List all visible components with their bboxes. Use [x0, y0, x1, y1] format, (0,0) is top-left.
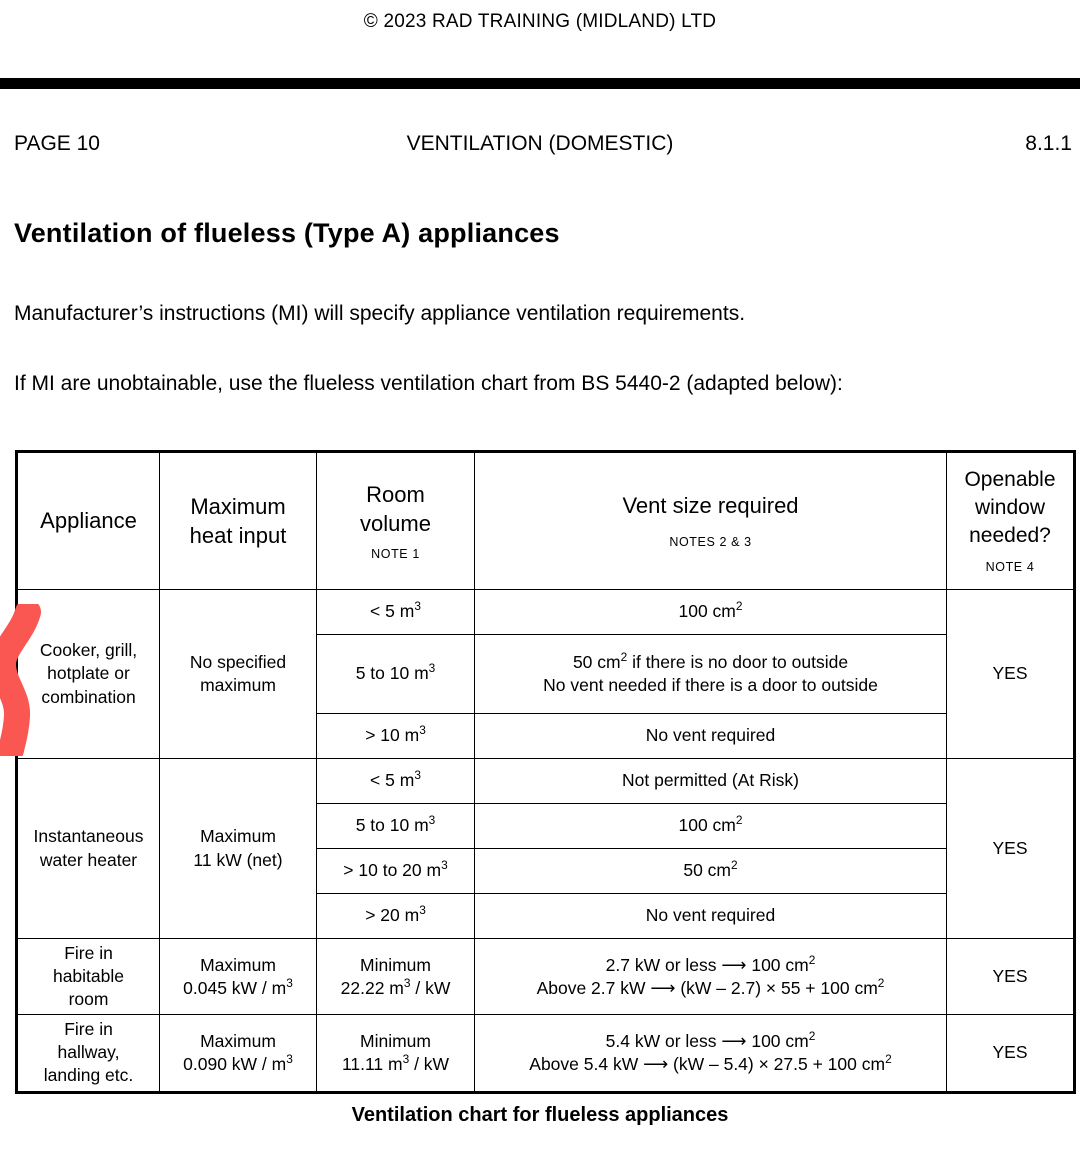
paragraph-bs-reference: If MI are unobtainable, use the flueless ventilation chart from BS 5440-2 (adapted below):: [14, 372, 843, 395]
column-header-heat-input: [160, 452, 317, 590]
appliance-line1: Fire in: [64, 943, 113, 963]
formula-line2: Above 2.7 kW ⟶ (kW – 2.7) × 55 + 100 $cm^2$: [536, 975, 885, 998]
cell-vent-size: [475, 590, 947, 635]
appliance-line2: habitable: [52, 966, 125, 987]
appliance-line2: hallway,: [57, 1042, 120, 1063]
cell-room-volume: [317, 894, 475, 939]
vent-line1: 50 $cm^2$ if there is no door to outside: [572, 650, 849, 672]
cell-openable-window-fire-hallway: YES: [947, 1015, 1075, 1092]
cell-appliance-water-heater: [17, 759, 160, 939]
vent-line2: No vent needed if there is a door to outside: [543, 675, 878, 695]
cell-appliance-fire-hallway: [17, 1015, 160, 1092]
appliance-line1: Fire in: [64, 1019, 113, 1040]
page-title: Ventilation of flueless (Type A) appliances: [14, 218, 560, 248]
heat-line1: Maximum: [200, 1030, 276, 1051]
vent-line1: 50 $cm^2$: [683, 858, 738, 881]
volume-line1: Minimum: [360, 954, 431, 975]
column-header-vent-size: [475, 452, 947, 590]
cell-room-volume: [317, 804, 475, 849]
vent-size-note: NOTES 2 & 3: [669, 535, 752, 550]
volume-value: 5 to 10 $m^3$: [355, 661, 436, 684]
heat-line1: Maximum: [200, 826, 276, 847]
volume-line1: Minimum: [360, 1030, 431, 1051]
cell-heat-input-cooker: [160, 590, 317, 759]
cell-room-volume: [317, 759, 475, 804]
vent-line1: No vent required: [645, 725, 776, 746]
heat-line2: 0.045 kW / $m^3$: [183, 975, 293, 998]
vent-line1: No vent required: [645, 905, 776, 926]
cell-appliance-fire-habitable: [17, 939, 160, 1015]
window-line2: window: [974, 495, 1046, 519]
volume-line2: 11.11 $m^3$ / kW: [341, 1052, 450, 1074]
cell-appliance-cooker: [17, 590, 160, 759]
column-header-openable-window: [947, 452, 1075, 590]
cell-heat-input-water-heater: [160, 759, 317, 939]
vent-line1: 100 $cm^2$: [678, 813, 743, 836]
window-line1: Openable: [964, 468, 1056, 492]
cell-room-volume-fire-hallway: [317, 1015, 475, 1092]
cell-heat-input-fire-hallway: [160, 1015, 317, 1092]
heat-line2: maximum: [200, 675, 276, 695]
volume-value: > 20 $m^3$: [365, 903, 426, 926]
column-header-appliance-label: Appliance: [40, 508, 137, 534]
cell-vent-size: [475, 804, 947, 849]
vent-line1: Not permitted (At Risk): [622, 770, 799, 791]
volume-value: 5 to 10 $m^3$: [355, 813, 436, 836]
paragraph-manufacturer-instructions: Manufacturer’s instructions (MI) will specify appliance ventilation requirements.: [14, 302, 746, 325]
window-line3: needed?: [969, 523, 1051, 547]
cell-vent-size: [475, 759, 947, 804]
appliance-line2: water heater: [39, 849, 138, 870]
cell-room-volume: [317, 635, 475, 714]
page-number: PAGE 10: [14, 132, 100, 155]
appliance-line1: Instantaneous: [33, 826, 144, 847]
cell-vent-formula-fire-hallway: [475, 1015, 947, 1092]
volume-value: > 10 $m^3$: [365, 723, 426, 746]
appliance-line3: combination: [41, 686, 136, 707]
cell-vent-size: [475, 714, 947, 759]
copyright-line: © 2023 RAD TRAINING (MIDLAND) LTD: [363, 11, 717, 32]
room-volume-note: NOTE 1: [371, 546, 420, 561]
ventilation-chart-table: [15, 450, 1076, 1094]
heat-input-line2: heat input: [189, 523, 287, 548]
appliance-line2: hotplate or: [47, 663, 130, 684]
heat-line2: 11 kW (net): [193, 849, 283, 870]
volume-value: > 10 to 20 $m^3$: [343, 858, 448, 881]
cell-vent-formula-fire-habitable: [475, 939, 947, 1015]
cell-openable-window-cooker: YES: [947, 590, 1075, 759]
vent-size-label: Vent size required: [622, 493, 799, 519]
cell-room-volume-fire-habitable: [317, 939, 475, 1015]
table-header-row: [17, 452, 1075, 590]
section-number: 8.1.1: [1025, 132, 1072, 155]
section-title: VENTILATION (DOMESTIC): [406, 132, 674, 155]
cell-openable-window-water-heater: YES: [947, 759, 1075, 939]
table-row: [17, 939, 1075, 1015]
heat-line1: No specified: [189, 651, 287, 672]
header-divider-rule: [0, 78, 1080, 89]
cell-room-volume: [317, 590, 475, 635]
cell-vent-size: [475, 635, 947, 714]
appliance-line1: Cooker, grill,: [39, 640, 138, 661]
table-caption: Ventilation chart for flueless appliances: [351, 1104, 729, 1126]
volume-value: < 5 $m^3$: [370, 768, 421, 791]
column-header-room-volume: [317, 452, 475, 590]
cell-room-volume: [317, 849, 475, 894]
cell-openable-window-fire-habitable: YES: [947, 939, 1075, 1015]
cell-room-volume: [317, 714, 475, 759]
formula-line1: 2.7 kW or less ⟶ 100 $cm^2$: [605, 952, 816, 975]
appliance-line3: room: [68, 989, 109, 1010]
formula-line1: 5.4 kW or less ⟶ 100 $cm^2$: [605, 1029, 816, 1051]
heat-input-line1: Maximum: [190, 493, 286, 519]
table-row: [17, 759, 1075, 804]
heat-line2: 0.090 kW / $m^3$: [183, 1052, 293, 1074]
vent-line1: 100 $cm^2$: [678, 599, 743, 622]
heat-line1: Maximum: [200, 954, 276, 975]
table-row: [17, 1015, 1075, 1092]
volume-value: < 5 $m^3$: [370, 599, 421, 622]
column-header-appliance: [17, 452, 160, 590]
room-volume-line2: volume: [360, 510, 431, 536]
appliance-line3: landing etc.: [43, 1065, 134, 1086]
cell-heat-input-fire-habitable: [160, 939, 317, 1015]
cell-vent-size: [475, 894, 947, 939]
cell-vent-size: [475, 849, 947, 894]
running-header: [0, 132, 1080, 160]
window-note: NOTE 4: [985, 560, 1035, 575]
formula-line2: Above 5.4 kW ⟶ (kW – 5.4) × 27.5 + 100 $cm^2$: [529, 1052, 892, 1074]
room-volume-line1: Room: [366, 481, 425, 507]
volume-line2: 22.22 $m^3$ / kW: [340, 975, 451, 998]
table-row: [17, 590, 1075, 635]
